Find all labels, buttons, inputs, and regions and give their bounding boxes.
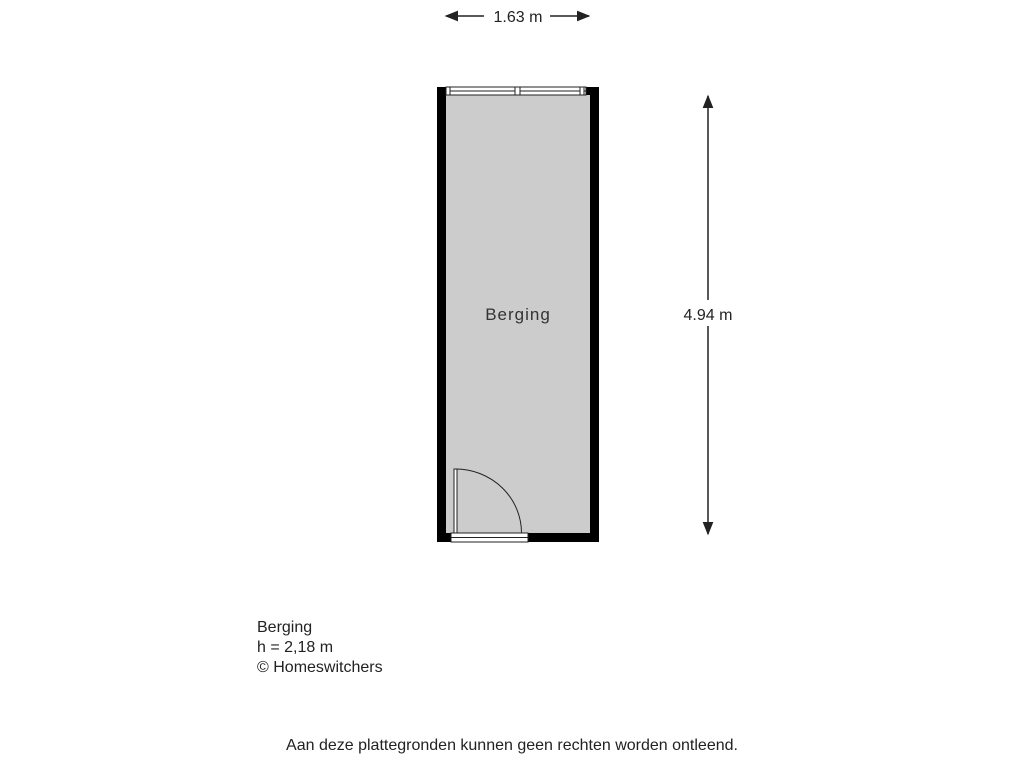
room-label: Berging [485, 305, 551, 324]
door-leaf [454, 469, 457, 533]
wall-top-right [586, 87, 599, 95]
room-legend [257, 618, 383, 678]
window-top [446, 87, 586, 95]
width-dimension [446, 9, 589, 26]
height-dimension [684, 96, 733, 534]
wall-left [437, 87, 446, 542]
legend-ceiling-height: h = 2,18 m [257, 639, 334, 656]
wall-bottom-left [437, 533, 451, 542]
legend-room-name: Berging [257, 619, 313, 636]
height-dimension-label: 4.94 m [683, 307, 733, 324]
legend-copyright: © Homeswitchers [257, 659, 383, 676]
disclaimer-text: Aan deze plattegronden kunnen geen rechten worden ontleend. [286, 737, 738, 754]
wall-bottom-right [528, 533, 599, 542]
wall-right [590, 87, 599, 542]
width-dimension-label: 1.63 m [493, 9, 543, 26]
